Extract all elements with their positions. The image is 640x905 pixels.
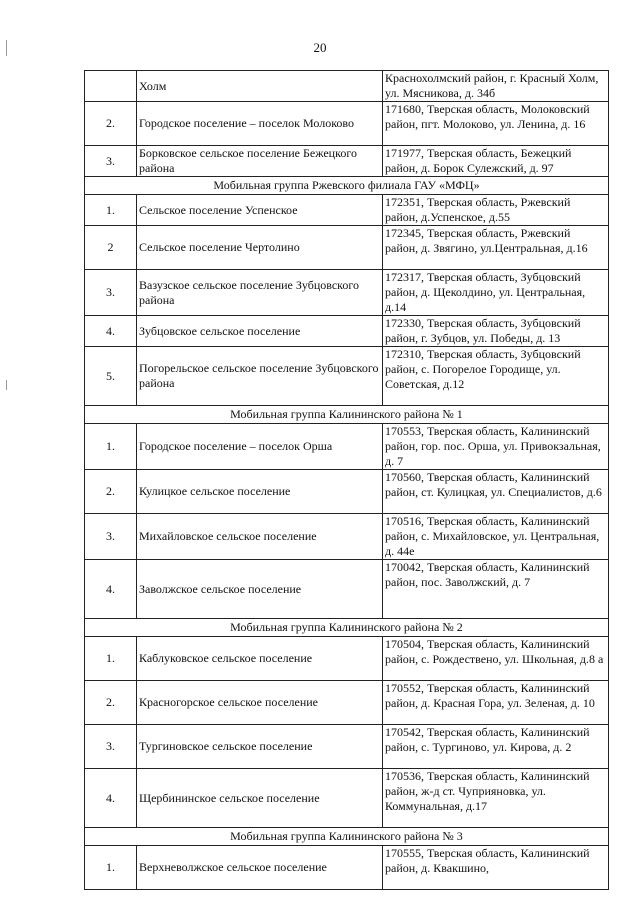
group-title: Мобильная группа Калининского района № 2 <box>85 619 609 637</box>
settlement-address: 171977, Тверская область, Бежецкий район, д. Борок Сулежский, д. 97 <box>383 146 609 177</box>
settlement-name: Холм <box>137 71 383 102</box>
table-row <box>85 102 609 146</box>
table-row <box>85 514 609 560</box>
row-number: 1. <box>85 195 137 226</box>
table-row <box>85 146 609 177</box>
settlement-name: Кулицкое сельское поселение <box>137 470 383 514</box>
group-title: Мобильная группа Ржевского филиала ГАУ «МФЦ» <box>85 177 609 195</box>
row-number: 1. <box>85 846 137 890</box>
settlement-name: Заволжское сельское поселение <box>137 560 383 619</box>
table-row <box>85 424 609 470</box>
settlement-name: Городское поселение – поселок Орша <box>137 424 383 470</box>
table-row <box>85 637 609 681</box>
row-number: 4. <box>85 316 137 347</box>
settlement-address: 171680, Тверская область, Молоковский район, пгт. Молоково, ул. Ленина, д. 16 <box>383 102 609 146</box>
row-number: 2. <box>85 102 137 146</box>
row-number: 3. <box>85 725 137 769</box>
table-row <box>85 195 609 226</box>
settlement-name: Верхневолжское сельское поселение <box>137 846 383 890</box>
settlement-address: 170536, Тверская область, Калининский район, ж-д ст. Чуприяновка, ул. Коммунальная, д.17 <box>383 769 609 828</box>
settlement-address: 170552, Тверская область, Калининский район, д. Красная Гора, ул. Зеленая, д. 10 <box>383 681 609 725</box>
row-number: 5. <box>85 347 137 406</box>
settlement-name: Сельское поселение Успенское <box>137 195 383 226</box>
table-row <box>85 725 609 769</box>
settlement-address: 170516, Тверская область, Калининский район, с. Михайловское, ул. Центральная, д. 44е <box>383 514 609 560</box>
table-row <box>85 347 609 406</box>
table-row <box>85 846 609 890</box>
settlement-name: Красногорское сельское поселение <box>137 681 383 725</box>
settlement-address: 170542, Тверская область, Калининский район, с. Тургиново, ул. Кирова, д. 2 <box>383 725 609 769</box>
row-number: 1. <box>85 637 137 681</box>
settlement-address: 172351, Тверская область, Ржевский район, д.Успенское, д.55 <box>383 195 609 226</box>
group-title: Мобильная группа Калининского района № 3 <box>85 828 609 846</box>
mfc-locations-table <box>84 70 609 890</box>
page-number: 20 <box>313 40 327 55</box>
group-title: Мобильная группа Калининского района № 1 <box>85 406 609 424</box>
row-number: 2. <box>85 681 137 725</box>
table-row <box>85 270 609 316</box>
row-number: 4. <box>85 560 137 619</box>
settlement-name: Погорельское сельское поселение Зубцовского района <box>137 347 383 406</box>
settlement-address: 172345, Тверская область, Ржевский район, д. Звягино, ул.Центральная, д.16 <box>383 226 609 270</box>
row-number: 3. <box>85 146 137 177</box>
settlement-address: 172317, Тверская область, Зубцовский район, д. Щеколдино, ул. Центральная, д.14 <box>383 270 609 316</box>
settlement-name: Зубцовское сельское поселение <box>137 316 383 347</box>
group-header-row <box>85 406 609 424</box>
settlement-name: Борковское сельское поселение Бежецкого района <box>137 146 383 177</box>
settlement-name: Михайловское сельское поселение <box>137 514 383 560</box>
row-number: 1. <box>85 424 137 470</box>
settlement-name: Каблуковское сельское поселение <box>137 637 383 681</box>
settlement-address: 170042, Тверская область, Калининский район, пос. Заволжский, д. 7 <box>383 560 609 619</box>
row-number: 3. <box>85 514 137 560</box>
settlement-name: Тургиновское сельское поселение <box>137 725 383 769</box>
table-row <box>85 681 609 725</box>
settlement-address: 170560, Тверская область, Калининский район, ст. Кулицкая, ул. Специалистов, д.6 <box>383 470 609 514</box>
group-header-row <box>85 177 609 195</box>
settlement-name: Вазузское сельское поселение Зубцовского района <box>137 270 383 316</box>
settlement-address: 170504, Тверская область, Калининский район, с. Рождествено, ул. Школьная, д.8 а <box>383 637 609 681</box>
group-header-row <box>85 619 609 637</box>
table-row <box>85 560 609 619</box>
row-number <box>85 71 137 102</box>
settlement-address: 170555, Тверская область, Калининский район, д. Квакшино, <box>383 846 609 890</box>
scan-edge-mark <box>6 380 7 390</box>
group-header-row <box>85 828 609 846</box>
settlement-name: Сельское поселение Чертолино <box>137 226 383 270</box>
table-row <box>85 71 609 102</box>
settlement-name: Городское поселение – поселок Молоково <box>137 102 383 146</box>
row-number: 3. <box>85 270 137 316</box>
settlement-address: Краснохолмский район, г. Красный Холм, ул. Мясникова, д. 34б <box>383 71 609 102</box>
settlement-address: 172330, Тверская область, Зубцовский район, г. Зубцов, ул. Победы, д. 13 <box>383 316 609 347</box>
table-row <box>85 470 609 514</box>
table-row <box>85 226 609 270</box>
row-number: 2. <box>85 470 137 514</box>
table-row <box>85 769 609 828</box>
row-number: 2 <box>85 226 137 270</box>
settlement-name: Щербининское сельское поселение <box>137 769 383 828</box>
row-number: 4. <box>85 769 137 828</box>
table-row <box>85 316 609 347</box>
settlement-address: 170553, Тверская область, Калининский район, гор. пос. Орша, ул. Привокзальная, д. 7 <box>383 424 609 470</box>
settlement-address: 172310, Тверская область, Зубцовский район, с. Погорелое Городище, ул. Советская, д.12 <box>383 347 609 406</box>
